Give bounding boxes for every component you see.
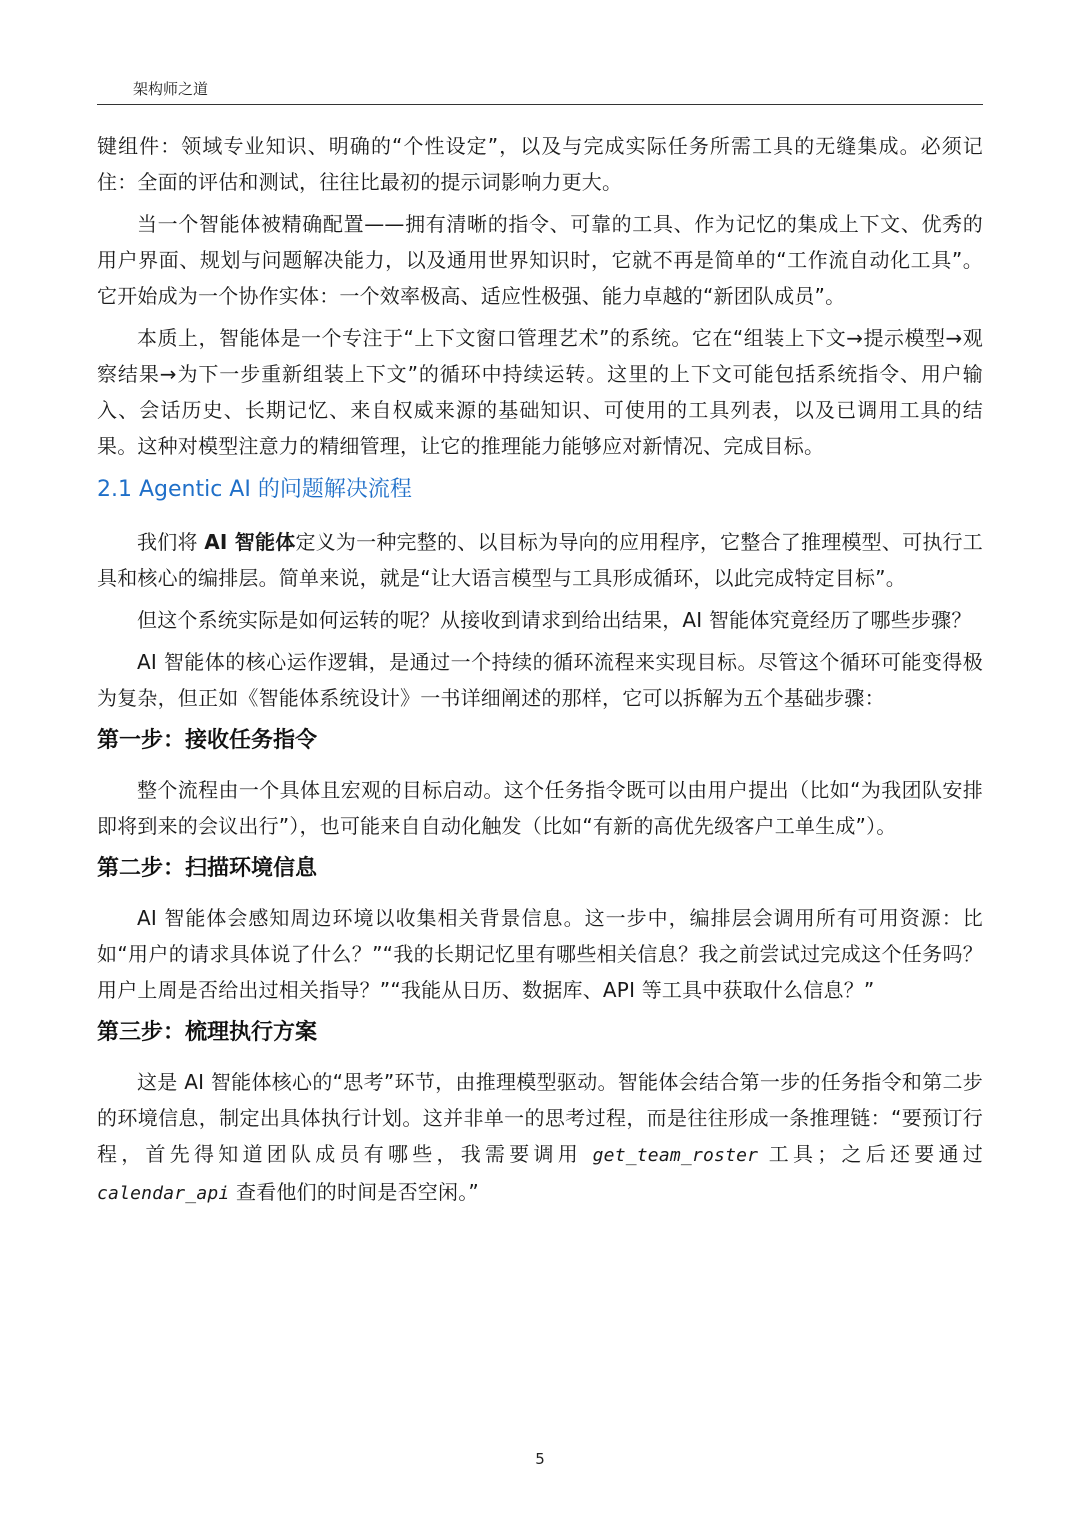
definition-term: AI 智能体 [204,530,296,554]
paragraph-five-steps: AI 智能体的核心运作逻辑，是通过一个持续的循环流程来实现目标。尽管这个循环可能变得极为复杂，但正如《智能体系统设计》一书详细阐述的那样，它可以拆解为五个基础步骤： [97,650,983,710]
paragraph-agent-configuration: 当一个智能体被精确配置——拥有清晰的指令、可靠的工具、作为记忆的集成上下文、优秀的用户界面、规划与问题解决能力，以及通用世界知识时，它就不再是简单的“工作流自动化工具”。它开始成为一个协作实体：一个效率极高、适应性极强、能力卓越的“新团队成员”。 [97,212,983,308]
code-calendar-api: calendar_api [97,1183,230,1204]
step-1-heading: 第一步：接收任务指令 [97,728,318,753]
step-3-text-b: 工具；之后还要通过 [758,1142,983,1166]
header-title: 架构师之道 [133,80,209,98]
code-get-team-roster: get_team_roster [592,1145,759,1166]
definition-text: 定义为一种完整的、以目标为导向的应用程序，它整合了推理模型、可执行工具和核心的编排层。简单来说，就是“让大语言模型与工具形成循环，以此完成特定目标”。 [97,530,983,590]
step-3-text-c: 查看他们的时间是否空闲。” [229,1180,479,1204]
page-number: 5 [535,1450,545,1468]
paragraph-continued: 键组件：领域专业知识、明确的“个性设定”，以及与完成实际任务所需工具的无缝集成。必须记住：全面的评估和测试，往往比最初的提示词影响力更大。 [97,134,983,194]
step-3-text [97,1064,983,1212]
step-3-text-a: 这是 AI 智能体核心的“思考”环节，由推理模型驱动。智能体会结合第一步的任务指令和第二步的环境信息，制定出具体执行计划。这并非单一的思考过程，而是往往形成一条推理链：“要预订行程，首先得知道团队成员有哪些，我需要调用 [97,1070,983,1166]
paragraph-context-management: 本质上，智能体是一个专注于“上下文窗口管理艺术”的系统。它在“组装上下文→提示模型→观察结果→为下一步重新组装上下文”的循环中持续运转。这里的上下文可能包括系统指令、用户输入、会话历史、长期记忆、来自权威来源的基础知识、可使用的工具列表，以及已调用工具的结果。这种对模型注意力的精细管理，让它的推理能力能够应对新情况、完成目标。 [97,326,983,458]
step-3-heading: 第三步：梳理执行方案 [97,1020,318,1045]
step-2-text: AI 智能体会感知周边环境以收集相关背景信息。这一步中，编排层会调用所有可用资源：比如“用户的请求具体说了什么？”“我的长期记忆里有哪些相关信息？我之前尝试过完成这个任务吗？用户上周是否给出过相关指导？”“我能从日历、数据库、API 等工具中获取什么信息？” [97,906,983,1002]
page-header [97,78,983,105]
section-heading: 2.1 Agentic AI 的问题解决流程 [97,477,412,502]
paragraph-question: 但这个系统实际是如何运转的呢？从接收到请求到给出结果，AI 智能体究竟经历了哪些步骤？ [137,608,972,632]
step-1-text: 整个流程由一个具体且宏观的目标启动。这个任务指令既可以由用户提出（比如“为我团队安排即将到来的会议出行”），也可能来自自动化触发（比如“有新的高优先级客户工单生成”）。 [97,778,983,838]
definition-prefix: 我们将 [137,530,205,554]
document-body [97,128,983,1218]
paragraph-agent-definition [97,524,983,596]
step-2-heading: 第二步：扫描环境信息 [97,856,318,881]
